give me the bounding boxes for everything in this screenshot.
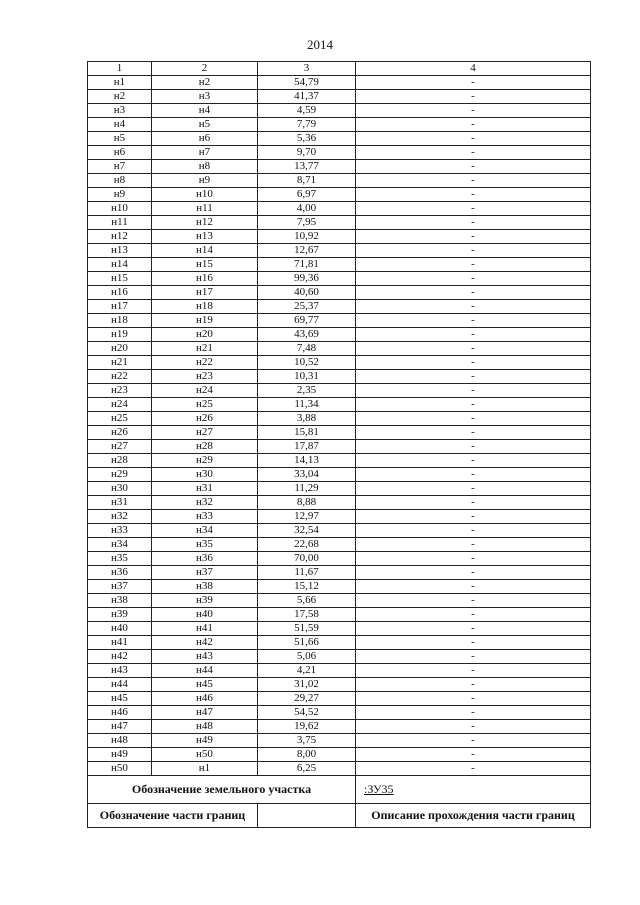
description-cell: -	[356, 426, 591, 440]
table-row	[88, 76, 591, 90]
point-from-cell: н1	[88, 76, 152, 90]
point-to-cell: н4	[152, 104, 258, 118]
length-cell: 15,12	[258, 580, 356, 594]
point-from-cell: н17	[88, 300, 152, 314]
point-from-cell: н3	[88, 104, 152, 118]
point-to-cell: н46	[152, 692, 258, 706]
length-cell: 11,29	[258, 482, 356, 496]
point-from-cell: н31	[88, 496, 152, 510]
description-cell: -	[356, 482, 591, 496]
length-cell: 33,04	[258, 468, 356, 482]
description-cell: -	[356, 636, 591, 650]
description-cell: -	[356, 188, 591, 202]
description-cell: -	[356, 244, 591, 258]
column-header: 1	[88, 62, 152, 76]
point-from-cell: н8	[88, 174, 152, 188]
length-cell: 14,13	[258, 454, 356, 468]
point-to-cell: н24	[152, 384, 258, 398]
point-from-cell: н12	[88, 230, 152, 244]
point-to-cell: н27	[152, 426, 258, 440]
description-cell: -	[356, 496, 591, 510]
table-row	[88, 146, 591, 160]
length-cell: 43,69	[258, 328, 356, 342]
point-to-cell: н10	[152, 188, 258, 202]
length-cell: 69,77	[258, 314, 356, 328]
description-cell: -	[356, 720, 591, 734]
length-cell: 8,71	[258, 174, 356, 188]
point-from-cell: н18	[88, 314, 152, 328]
length-cell: 54,79	[258, 76, 356, 90]
description-cell: -	[356, 440, 591, 454]
length-cell: 3,88	[258, 412, 356, 426]
length-cell: 22,68	[258, 538, 356, 552]
table-row	[88, 384, 591, 398]
description-cell: -	[356, 370, 591, 384]
description-cell: -	[356, 678, 591, 692]
point-from-cell: н35	[88, 552, 152, 566]
length-cell: 40,60	[258, 286, 356, 300]
length-cell: 41,37	[258, 90, 356, 104]
point-from-cell: н6	[88, 146, 152, 160]
point-to-cell: н19	[152, 314, 258, 328]
point-to-cell: н40	[152, 608, 258, 622]
point-from-cell: н20	[88, 342, 152, 356]
point-to-cell: н26	[152, 412, 258, 426]
point-from-cell: н40	[88, 622, 152, 636]
table-row	[88, 496, 591, 510]
point-from-cell: н26	[88, 426, 152, 440]
point-from-cell: н14	[88, 258, 152, 272]
point-from-cell: н49	[88, 748, 152, 762]
parts-label: Обозначение части границ	[88, 804, 258, 828]
point-to-cell: н42	[152, 636, 258, 650]
table-row	[88, 244, 591, 258]
table-row	[88, 314, 591, 328]
description-cell: -	[356, 216, 591, 230]
length-cell: 10,31	[258, 370, 356, 384]
point-to-cell: н5	[152, 118, 258, 132]
length-cell: 3,75	[258, 734, 356, 748]
point-to-cell: н35	[152, 538, 258, 552]
plot-row	[88, 776, 591, 804]
length-cell: 12,67	[258, 244, 356, 258]
point-to-cell: н7	[152, 146, 258, 160]
point-from-cell: н36	[88, 566, 152, 580]
point-to-cell: н30	[152, 468, 258, 482]
length-cell: 17,58	[258, 608, 356, 622]
length-cell: 15,81	[258, 426, 356, 440]
point-to-cell: н41	[152, 622, 258, 636]
table-row	[88, 230, 591, 244]
point-from-cell: н29	[88, 468, 152, 482]
table-row	[88, 342, 591, 356]
length-cell: 9,70	[258, 146, 356, 160]
description-cell: -	[356, 356, 591, 370]
point-to-cell: н31	[152, 482, 258, 496]
point-from-cell: н39	[88, 608, 152, 622]
description-cell: -	[356, 90, 591, 104]
length-cell: 5,36	[258, 132, 356, 146]
point-to-cell: н17	[152, 286, 258, 300]
description-cell: -	[356, 510, 591, 524]
point-to-cell: н14	[152, 244, 258, 258]
table-row	[88, 202, 591, 216]
description-cell: -	[356, 146, 591, 160]
column-header: 2	[152, 62, 258, 76]
point-to-cell: н49	[152, 734, 258, 748]
point-from-cell: н34	[88, 538, 152, 552]
length-cell: 99,36	[258, 272, 356, 286]
point-to-cell: н43	[152, 650, 258, 664]
length-cell: 7,79	[258, 118, 356, 132]
point-from-cell: н4	[88, 118, 152, 132]
point-from-cell: н44	[88, 678, 152, 692]
plot-label: Обозначение земельного участка	[88, 776, 356, 804]
description-cell: -	[356, 650, 591, 664]
table-row	[88, 426, 591, 440]
point-from-cell: н28	[88, 454, 152, 468]
point-to-cell: н50	[152, 748, 258, 762]
length-cell: 29,27	[258, 692, 356, 706]
parts-empty-cell	[258, 804, 356, 828]
length-cell: 4,00	[258, 202, 356, 216]
description-cell: -	[356, 384, 591, 398]
description-cell: -	[356, 76, 591, 90]
point-from-cell: н45	[88, 692, 152, 706]
description-cell: -	[356, 398, 591, 412]
point-from-cell: н50	[88, 762, 152, 776]
table-row	[88, 258, 591, 272]
description-cell: -	[356, 524, 591, 538]
column-header: 4	[356, 62, 591, 76]
parts-desc-label: Описание прохождения части границ	[356, 804, 591, 828]
table-row	[88, 272, 591, 286]
description-cell: -	[356, 104, 591, 118]
point-to-cell: н21	[152, 342, 258, 356]
table-row	[88, 734, 591, 748]
point-from-cell: н9	[88, 188, 152, 202]
point-to-cell: н39	[152, 594, 258, 608]
description-cell: -	[356, 160, 591, 174]
point-from-cell: н38	[88, 594, 152, 608]
point-to-cell: н28	[152, 440, 258, 454]
length-cell: 4,59	[258, 104, 356, 118]
table-row	[88, 706, 591, 720]
description-cell: -	[356, 706, 591, 720]
description-cell: -	[356, 454, 591, 468]
length-cell: 10,52	[258, 356, 356, 370]
length-cell: 4,21	[258, 664, 356, 678]
description-cell: -	[356, 552, 591, 566]
plot-value: :ЗУ35	[356, 776, 591, 804]
table-row	[88, 300, 591, 314]
length-cell: 8,00	[258, 748, 356, 762]
description-cell: -	[356, 412, 591, 426]
point-to-cell: н11	[152, 202, 258, 216]
length-cell: 51,59	[258, 622, 356, 636]
boundary-table	[87, 61, 591, 828]
table-row	[88, 370, 591, 384]
length-cell: 5,06	[258, 650, 356, 664]
length-cell: 19,62	[258, 720, 356, 734]
table-row	[88, 720, 591, 734]
table-row	[88, 454, 591, 468]
point-from-cell: н7	[88, 160, 152, 174]
point-to-cell: н3	[152, 90, 258, 104]
length-cell: 7,48	[258, 342, 356, 356]
length-cell: 25,37	[258, 300, 356, 314]
point-to-cell: н8	[152, 160, 258, 174]
table-row	[88, 762, 591, 776]
description-cell: -	[356, 762, 591, 776]
point-from-cell: н25	[88, 412, 152, 426]
point-to-cell: н16	[152, 272, 258, 286]
table-row	[88, 678, 591, 692]
table-row	[88, 440, 591, 454]
point-to-cell: н25	[152, 398, 258, 412]
table-row	[88, 174, 591, 188]
table-row	[88, 692, 591, 706]
point-to-cell: н44	[152, 664, 258, 678]
table-row	[88, 538, 591, 552]
description-cell: -	[356, 622, 591, 636]
point-from-cell: н16	[88, 286, 152, 300]
table-row	[88, 118, 591, 132]
point-from-cell: н30	[88, 482, 152, 496]
description-cell: -	[356, 300, 591, 314]
point-to-cell: н13	[152, 230, 258, 244]
point-from-cell: н10	[88, 202, 152, 216]
description-cell: -	[356, 286, 591, 300]
length-cell: 13,77	[258, 160, 356, 174]
description-cell: -	[356, 272, 591, 286]
table-row	[88, 552, 591, 566]
point-to-cell: н1	[152, 762, 258, 776]
point-to-cell: н45	[152, 678, 258, 692]
description-cell: -	[356, 608, 591, 622]
point-to-cell: н6	[152, 132, 258, 146]
point-to-cell: н15	[152, 258, 258, 272]
point-to-cell: н47	[152, 706, 258, 720]
page-number: 2014	[307, 37, 333, 52]
table-row	[88, 160, 591, 174]
description-cell: -	[356, 202, 591, 216]
description-cell: -	[356, 664, 591, 678]
table-row	[88, 636, 591, 650]
point-from-cell: н43	[88, 664, 152, 678]
length-cell: 8,88	[258, 496, 356, 510]
point-from-cell: н19	[88, 328, 152, 342]
table-row	[88, 398, 591, 412]
point-from-cell: н42	[88, 650, 152, 664]
length-cell: 11,34	[258, 398, 356, 412]
length-cell: 71,81	[258, 258, 356, 272]
table-row	[88, 286, 591, 300]
description-cell: -	[356, 342, 591, 356]
length-cell: 12,97	[258, 510, 356, 524]
point-to-cell: н29	[152, 454, 258, 468]
table-row	[88, 594, 591, 608]
point-from-cell: н48	[88, 734, 152, 748]
description-cell: -	[356, 538, 591, 552]
table-row	[88, 510, 591, 524]
description-cell: -	[356, 692, 591, 706]
parts-header-row	[88, 804, 591, 828]
description-cell: -	[356, 734, 591, 748]
description-cell: -	[356, 230, 591, 244]
length-cell: 51,66	[258, 636, 356, 650]
point-to-cell: н48	[152, 720, 258, 734]
length-cell: 54,52	[258, 706, 356, 720]
point-to-cell: н18	[152, 300, 258, 314]
column-header: 3	[258, 62, 356, 76]
length-cell: 70,00	[258, 552, 356, 566]
column-number-row	[88, 62, 591, 76]
table-row	[88, 356, 591, 370]
point-from-cell: н5	[88, 132, 152, 146]
description-cell: -	[356, 468, 591, 482]
point-from-cell: н41	[88, 636, 152, 650]
table-row	[88, 524, 591, 538]
length-cell: 6,97	[258, 188, 356, 202]
point-to-cell: н36	[152, 552, 258, 566]
table-row	[88, 104, 591, 118]
point-from-cell: н27	[88, 440, 152, 454]
description-cell: -	[356, 328, 591, 342]
point-from-cell: н11	[88, 216, 152, 230]
description-cell: -	[356, 594, 591, 608]
table-row	[88, 328, 591, 342]
length-cell: 2,35	[258, 384, 356, 398]
point-from-cell: н33	[88, 524, 152, 538]
table-row	[88, 650, 591, 664]
point-to-cell: н32	[152, 496, 258, 510]
point-from-cell: н22	[88, 370, 152, 384]
length-cell: 17,87	[258, 440, 356, 454]
length-cell: 5,66	[258, 594, 356, 608]
table-row	[88, 132, 591, 146]
length-cell: 31,02	[258, 678, 356, 692]
point-to-cell: н37	[152, 566, 258, 580]
table-row	[88, 90, 591, 104]
table-row	[88, 216, 591, 230]
point-to-cell: н20	[152, 328, 258, 342]
table-row	[88, 412, 591, 426]
point-to-cell: н2	[152, 76, 258, 90]
point-from-cell: н15	[88, 272, 152, 286]
point-from-cell: н23	[88, 384, 152, 398]
length-cell: 7,95	[258, 216, 356, 230]
point-to-cell: н38	[152, 580, 258, 594]
description-cell: -	[356, 580, 591, 594]
table-row	[88, 482, 591, 496]
point-from-cell: н46	[88, 706, 152, 720]
point-from-cell: н24	[88, 398, 152, 412]
description-cell: -	[356, 118, 591, 132]
table-row	[88, 608, 591, 622]
description-cell: -	[356, 258, 591, 272]
length-cell: 11,67	[258, 566, 356, 580]
length-cell: 10,92	[258, 230, 356, 244]
point-to-cell: н34	[152, 524, 258, 538]
point-to-cell: н22	[152, 356, 258, 370]
table-row	[88, 580, 591, 594]
point-to-cell: н12	[152, 216, 258, 230]
length-cell: 6,25	[258, 762, 356, 776]
description-cell: -	[356, 132, 591, 146]
table-row	[88, 622, 591, 636]
point-from-cell: н47	[88, 720, 152, 734]
description-cell: -	[356, 174, 591, 188]
point-from-cell: н13	[88, 244, 152, 258]
table-row	[88, 188, 591, 202]
table-row	[88, 748, 591, 762]
point-from-cell: н2	[88, 90, 152, 104]
table-row	[88, 664, 591, 678]
point-from-cell: н21	[88, 356, 152, 370]
description-cell: -	[356, 748, 591, 762]
table-row	[88, 566, 591, 580]
length-cell: 32,54	[258, 524, 356, 538]
point-to-cell: н9	[152, 174, 258, 188]
point-to-cell: н33	[152, 510, 258, 524]
point-from-cell: н37	[88, 580, 152, 594]
description-cell: -	[356, 566, 591, 580]
point-to-cell: н23	[152, 370, 258, 384]
table-row	[88, 468, 591, 482]
point-from-cell: н32	[88, 510, 152, 524]
description-cell: -	[356, 314, 591, 328]
